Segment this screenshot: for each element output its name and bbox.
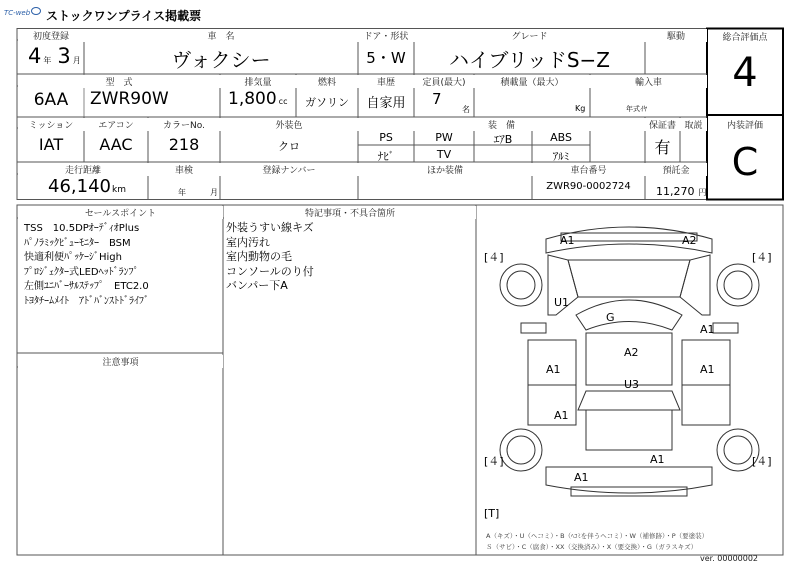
damage-mark: A2 xyxy=(682,234,697,247)
load-unit: Kg xyxy=(575,104,586,113)
label-equipment: 装 備 xyxy=(358,118,645,131)
chassis-value: ZWR90-0002724 xyxy=(546,181,631,192)
list-item: コンソールのり付 xyxy=(226,264,314,278)
sales-points-list xyxy=(24,222,149,309)
label-load: 積載量（最大） xyxy=(474,75,590,88)
equip-alloy: ｱﾙﾐ xyxy=(552,150,570,163)
special-notes-title: 特記事項・不具合箇所 xyxy=(224,206,476,219)
label-vehicle-type: 車歴 xyxy=(358,75,414,88)
damage-mark: A1 xyxy=(546,363,561,376)
list-item: TSS 10.5DPｵｰﾃﾞｨｵPlus xyxy=(24,223,140,234)
damage-mark: A1 xyxy=(650,453,665,466)
tire-front-right xyxy=(717,264,759,306)
tire-label-rr: [４] xyxy=(752,455,772,468)
sales-points-title: セールスポイント xyxy=(18,206,223,219)
import-note: 年式ｲﾔ xyxy=(626,105,647,113)
tire-front-left xyxy=(500,264,542,306)
list-item: ﾄﾖﾀﾁｰﾑﾒｲﾄ ｱﾄﾞﾊﾞﾝｽﾄﾄﾞﾗｲﾌﾞ xyxy=(24,295,149,307)
equip-abs: ABS xyxy=(550,131,572,144)
damage-mark: A2 xyxy=(624,346,639,359)
label-import: 輸入車 xyxy=(590,75,707,88)
list-item: 室内動物の毛 xyxy=(226,250,292,263)
vehicle-type-value: 自家用 xyxy=(366,96,406,111)
damage-mark: G xyxy=(606,311,615,324)
damage-mark: A1 xyxy=(574,471,589,484)
fuel-value: ガソリン xyxy=(305,96,349,109)
inspection-month-unit: 月 xyxy=(210,188,218,197)
label-drive: 駆動 xyxy=(645,29,707,42)
price-value xyxy=(656,180,707,199)
first-reg-month: 3 xyxy=(57,44,71,68)
label-exterior: 外装色 xyxy=(220,118,358,131)
label-model: 型 式 xyxy=(18,75,220,88)
label-overall-score: 総合評価点 xyxy=(708,30,782,43)
damage-mark: A1 xyxy=(554,409,569,422)
equip-airbag: ｴｱB xyxy=(493,133,513,146)
mission-value: IAT xyxy=(38,135,64,154)
label-mission: ミッション xyxy=(18,118,84,131)
label-warranty: 保証書 xyxy=(645,118,680,131)
first-reg-value xyxy=(28,44,81,72)
equip-ps: PS xyxy=(379,131,393,144)
tire-rear-left xyxy=(500,429,542,471)
inspection-year-unit: 年 xyxy=(178,188,186,197)
list-item: 左側ﾕﾆﾊﾞｰｻﾙｽﾃｯﾌﾟ ETC2.0 xyxy=(24,281,149,292)
notes-title: 注意事項 xyxy=(18,355,223,368)
door-type-value: 5・W xyxy=(366,49,406,67)
label-other-equipment: ほか装備 xyxy=(358,163,532,176)
label-inspection: 車検 xyxy=(148,163,220,176)
damage-mark: U3 xyxy=(624,378,640,391)
list-item: バンパー下A xyxy=(226,279,288,292)
equip-navi: ﾅﾋﾞ xyxy=(377,150,395,163)
label-color-no: カラーNo. xyxy=(148,118,220,131)
cc-unit: cc xyxy=(278,97,288,106)
equip-pw: PW xyxy=(435,131,453,144)
car-name-value: ヴォクシー xyxy=(171,48,271,72)
damage-mark: A1 xyxy=(560,234,575,247)
brand-text: TC-web xyxy=(4,9,31,17)
list-item: 外装うすい線キズ xyxy=(226,221,314,234)
label-door-type: ドア・形状 xyxy=(358,29,414,42)
label-mileage: 走行距離 xyxy=(18,163,148,176)
version-label: ver. 00000002 xyxy=(700,554,759,563)
mileage-value xyxy=(48,176,126,197)
exterior-value: クロ xyxy=(278,140,300,153)
list-item: 室内汚れ xyxy=(226,235,270,249)
km-unit: km xyxy=(111,185,126,195)
list-item: ﾌﾟﾛｼﾞｪｸﾀｰ式LEDﾍｯﾄﾞﾗﾝﾌﾟ xyxy=(24,266,139,278)
damage-mark: A1 xyxy=(700,363,715,376)
label-manual: 取説 xyxy=(680,118,707,131)
legend-line-1: A（キズ）・U（ヘコミ）・B（ﾍｺﾐを伴うヘコミ）・W（補修跡）・P（要塗装） xyxy=(486,532,709,540)
capacity-unit: 名 xyxy=(462,105,470,114)
car-diagram xyxy=(476,205,783,555)
label-price: 預託金 xyxy=(645,163,707,176)
year-unit: 年 xyxy=(43,56,52,65)
equip-tv: TV xyxy=(436,148,452,161)
special-notes-list xyxy=(226,221,314,294)
model-prefix-value: 6AA xyxy=(33,90,69,110)
grade-value: ハイブリッドS−Z xyxy=(449,48,610,72)
label-interior-score: 内装評価 xyxy=(708,118,782,131)
damage-mark: A1 xyxy=(700,323,715,336)
month-unit: 月 xyxy=(72,56,81,65)
trunk-label: [T] xyxy=(484,507,500,520)
first-reg-year: 4 xyxy=(28,44,42,68)
overall-score-value: 4 xyxy=(732,50,758,96)
warranty-value: 有 xyxy=(654,138,671,157)
price-number: 11,270 xyxy=(656,185,695,198)
tire-label-rl: [４] xyxy=(484,455,504,468)
list-item: 快適利便ﾊﾟｯｹｰｼﾞHigh xyxy=(24,252,122,263)
label-displacement: 排気量 xyxy=(220,75,296,88)
aircon-value: AAC xyxy=(99,135,133,154)
list-item: ﾊﾟﾉﾗﾐｯｸﾋﾞｭｰﾓﾆﾀｰ BSM xyxy=(24,237,131,249)
page-title: ストックワンプライス掲載票 xyxy=(46,9,202,23)
capacity-value: 7 xyxy=(432,90,442,108)
legend-line-2: Ｓ（サビ）・C（腐食）・XX（交換済み）・X（要交換）・G（ガラスキズ） xyxy=(486,543,698,551)
model-value: ZWR90W xyxy=(90,89,169,109)
interior-score-value: C xyxy=(731,140,759,184)
label-first-reg: 初度登録 xyxy=(18,29,84,42)
label-chassis: 車台番号 xyxy=(532,163,645,176)
displacement-number: 1,800 xyxy=(228,89,277,109)
label-grade: グレード xyxy=(414,29,645,42)
tire-label-fl: [４] xyxy=(484,251,504,264)
yen-unit: 円 xyxy=(698,188,707,197)
color-no-value: 218 xyxy=(168,135,200,154)
label-car-name: 車 名 xyxy=(84,29,358,42)
label-aircon: エアコン xyxy=(84,118,148,131)
damage-mark: U1 xyxy=(554,296,570,309)
label-plate: 登録ナンバー xyxy=(220,163,358,176)
tire-label-fr: [４] xyxy=(752,251,772,264)
displacement-value xyxy=(228,89,287,109)
mileage-number: 46,140 xyxy=(48,176,111,197)
label-fuel: 燃料 xyxy=(296,75,358,88)
label-capacity: 定員(最大) xyxy=(414,75,474,88)
